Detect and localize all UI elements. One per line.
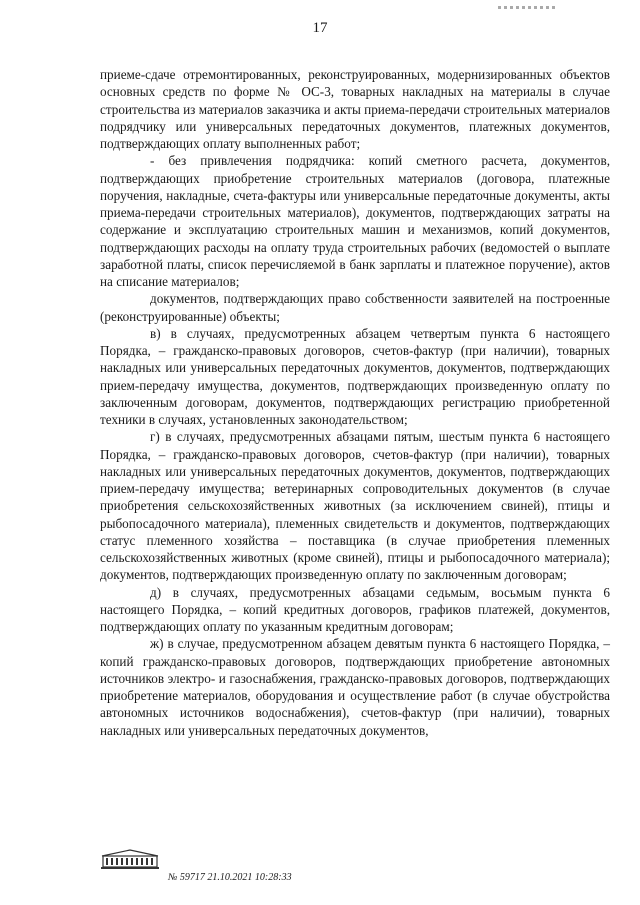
document-body [100, 66, 610, 739]
paragraph-item-d: д) в случаях, предусмотренных абзацами седьмым, восьмым пункта 6 настоящего Порядка, – копий кредитных договоров, графиков платежей, документов, подтверждающих оплату по указанным кредитным договорам; [100, 584, 610, 634]
scan-artifact [498, 6, 558, 9]
document-registration-stamp: № 59717 21.10.2021 10:28:33 [168, 872, 292, 883]
paragraph-item-g: г) в случаях, предусмотренных абзацами пятым, шестым пункта 6 настоящего Порядка, – гражданско-правовых договоров, счетов-фактур (при наличии), товарных накладных или универсальных передаточных документов, документов, подтверждающих прием-передачу имущества; ветеринарных сопроводительных документов (в случае приобретения сельскохозяйственных животных (за исключением свиней), птицы и рыбопосадочного материала), племенных свидетельств и документов, подтверждающих статус племенного хозяйства – поставщика (в случае приобретения племенных сельскохозяйственных животных (кроме свиней), птицы и рыбопосадочного материала); документов, подтверждающих произведенную оплату по заключенным договорам; [100, 429, 610, 583]
paragraph-continuation: приеме-сдаче отремонтированных, реконструированных, модернизированных объектов основных средств по форме № ОС-3, товарных накладных на материалы в случае строительства из материалов заказчика и акты приема-передачи строительных материалов подрядчику или универсальных передаточных документов, платежных документов, подтверждающих оплату выполненных работ; [100, 67, 610, 151]
page-number: 17 [312, 20, 328, 36]
paragraph-without-contractor: - без привлечения подрядчика: копий сметного расчета, документов, подтверждающих приобретение строительных материалов (договора, платежные поручения, накладные, счета-фактуры или универсальные передаточные документы, акты приема-передачи строительных материалов), документов, подтверждающих затраты на содержание и эксплуатацию строительных машин и механизмов, копий документов, подтверждающих расходы на оплату труда строительных рабочих (ведомостей о выплате заработной платы, список перечисляемой в банк зарплаты и платежное поручение), актов на списание материалов; [100, 153, 610, 289]
paragraph-item-v: в) в случаях, предусмотренных абзацем четвертым пункта 6 настоящего Порядка, – гражданско-правовых договоров, счетов-фактур (при наличии), товарных накладных или универсальных передаточных документов, документов, подтверждающих прием-передачу имущества, документов, подтверждающих произведенную оплату по заключенным договорам, документов, подтверждающих регистрацию приобретенной техники в случаях, установленных законодательством; [100, 325, 610, 427]
paragraph-ownership-documents: документов, подтверждающих право собственности заявителей на построенные (реконструированные) объекты; [100, 291, 610, 324]
registry-seal-icon [100, 848, 160, 870]
paragraph-item-zh: ж) в случае, предусмотренном абзацем девятым пункта 6 настоящего Порядка, – копий гражданско-правовых договоров, подтверждающих приобретение автономных источников электро- и газоснабжения, гражданско-правовых договоров, подтверждающих приобретение материалов, оборудования и осуществление работ (в случае обустройства автономных источников водоснабжения), счетов-фактур (при наличии), товарных накладных или универсальных передаточных документов, [100, 636, 610, 738]
